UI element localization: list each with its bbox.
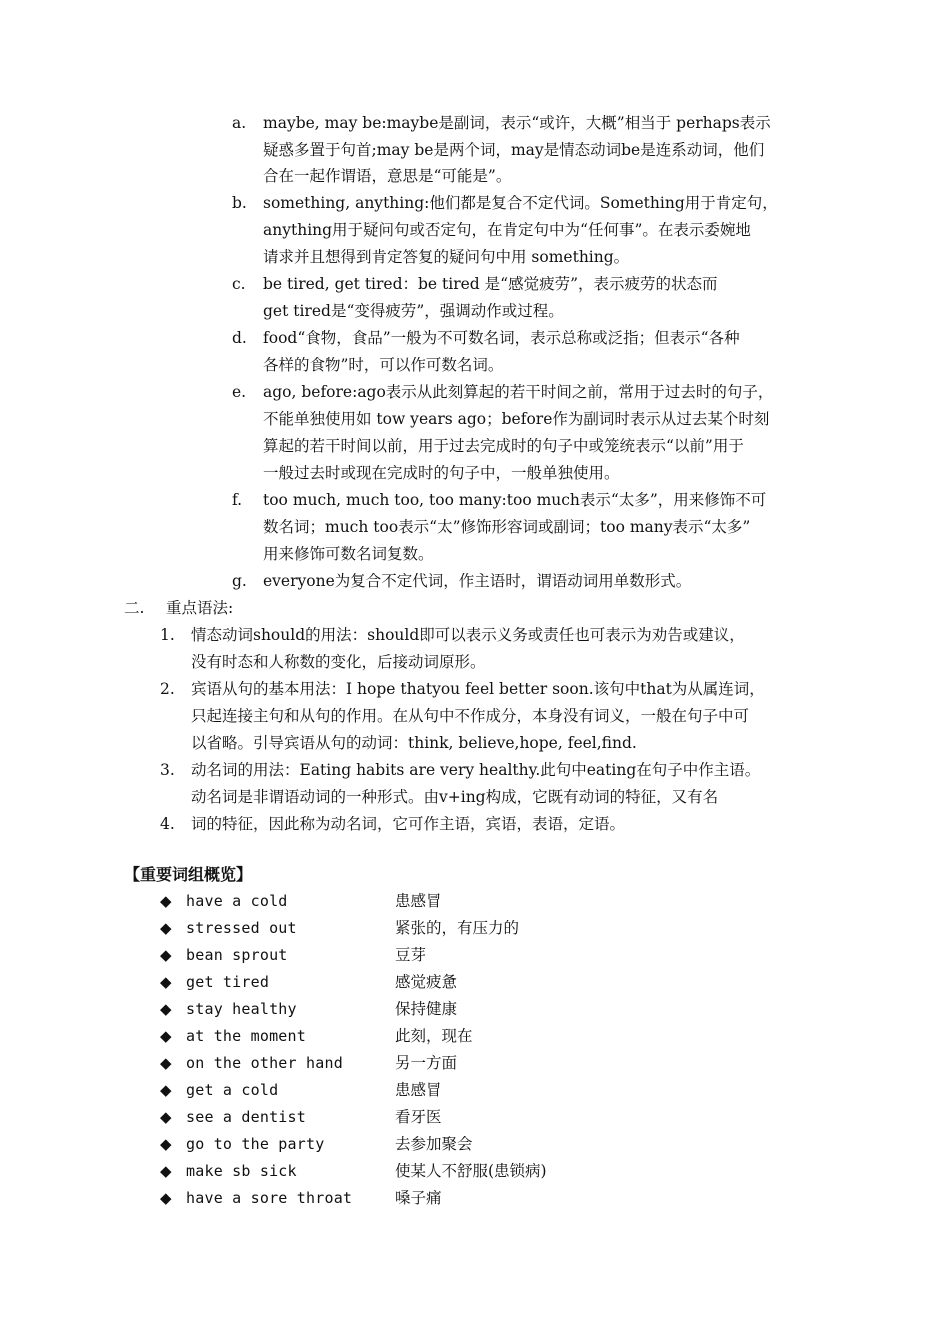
phrase-english: go to the party [186, 1135, 325, 1153]
phrase-chinese: 豆芽 [395, 946, 427, 964]
phrase-english: stay healthy [186, 1000, 297, 1018]
diamond-bullet-icon: ◆ [160, 1135, 172, 1153]
item-marker: b. [232, 194, 247, 212]
phrase-english: get a cold [186, 1081, 279, 1099]
item-marker: 2. [160, 680, 175, 698]
diamond-bullet-icon: ◆ [160, 946, 172, 964]
grammar-line: 宾语从句的基本用法：I hope thatyou feel better soon.该句中that为从属连词， [191, 680, 765, 698]
note-line: everyone为复合不定代词，作主语时，谓语动词用单数形式。 [263, 572, 692, 590]
note-line: 算起的若干时间以前，用于过去完成时的句子中或笼统表示“以前”用于 [263, 437, 744, 455]
note-line: get tired是“变得疲劳”，强调动作或过程。 [263, 302, 564, 320]
section-title: 重点语法: [166, 599, 234, 617]
item-marker: 3. [160, 761, 175, 779]
note-line: ago, before:ago表示从此刻算起的若干时间之前，常用于过去时的句子， [263, 383, 774, 401]
diamond-bullet-icon: ◆ [160, 1000, 172, 1018]
grammar-line: 动名词的用法：Eating habits are very healthy.此句中eating在句子中作主语。 [191, 761, 761, 779]
note-line: be tired, get tired：be tired 是“感觉疲劳”，表示疲劳的状态而 [263, 275, 718, 293]
item-marker: d. [232, 329, 247, 347]
diamond-bullet-icon: ◆ [160, 1189, 172, 1207]
diamond-bullet-icon: ◆ [160, 973, 172, 991]
grammar-line: 只起连接主句和从句的作用。在从句中不作成分，本身没有词义，一般在句子中可 [191, 707, 750, 725]
section-marker: 二. [124, 599, 145, 617]
note-line: 合在一起作谓语，意思是“可能是”。 [263, 167, 512, 185]
note-line: anything用于疑问句或否定句，在肯定句中为“任何事”。在表示委婉地 [263, 221, 751, 239]
item-marker: a. [232, 114, 247, 132]
grammar-line: 词的特征，因此称为动名词，它可作主语，宾语，表语，定语。 [191, 815, 626, 833]
diamond-bullet-icon: ◆ [160, 1108, 172, 1126]
phrase-chinese: 患感冒 [395, 1081, 442, 1099]
phrase-chinese: 另一方面 [395, 1054, 458, 1072]
phrases-title: 【重要词组概览】 [124, 865, 253, 884]
note-line: 数名词；much too表示“太”修饰形容词或副词；too many表示“太多” [263, 518, 751, 536]
phrase-english: on the other hand [186, 1054, 343, 1072]
phrase-chinese: 患感冒 [395, 892, 442, 910]
diamond-bullet-icon: ◆ [160, 1027, 172, 1045]
phrase-chinese: 看牙医 [395, 1108, 442, 1126]
diamond-bullet-icon: ◆ [160, 1081, 172, 1099]
phrase-chinese: 嗓子痛 [395, 1189, 442, 1207]
phrase-chinese: 紧张的，有压力的 [395, 919, 520, 937]
phrase-chinese: 保持健康 [395, 1000, 458, 1018]
phrase-english: see a dentist [186, 1108, 306, 1126]
note-line: 一般过去时或现在完成时的句子中，一般单独使用。 [263, 464, 620, 482]
phrase-chinese: 感觉疲惫 [395, 973, 458, 991]
grammar-line: 动名词是非谓语动词的一种形式。由v+ing构成，它既有动词的特征，又有名 [191, 788, 719, 806]
note-line: 请求并且想得到肯定答复的疑问句中用 something。 [263, 248, 630, 266]
note-line: 各样的食物”时，可以作可数名词。 [263, 356, 504, 374]
note-line: something, anything:他们都是复合不定代词。Something用于肯定句， [263, 194, 778, 212]
note-line: 用来修饰可数名词复数。 [263, 545, 434, 563]
item-marker: 4. [160, 815, 175, 833]
phrase-english: at the moment [186, 1027, 306, 1045]
grammar-line: 以省略。引导宾语从句的动词：think, believe,hope, feel,find. [191, 734, 637, 752]
phrase-chinese: 使某人不舒服(患锁病) [395, 1162, 547, 1180]
item-marker: e. [232, 383, 247, 401]
phrase-chinese: 此刻，现在 [395, 1027, 473, 1045]
item-marker: 1. [160, 626, 175, 644]
diamond-bullet-icon: ◆ [160, 919, 172, 937]
note-line: 不能单独使用如 tow years ago；before作为副词时表示从过去某个时刻 [263, 410, 770, 428]
diamond-bullet-icon: ◆ [160, 1162, 172, 1180]
note-line: food“食物，食品”一般为不可数名词，表示总称或泛指；但表示“各种 [263, 329, 740, 347]
grammar-line: 没有时态和人称数的变化，后接动词原形。 [191, 653, 486, 671]
note-line: 疑惑多置于句首;may be是两个词，may是情态动词be是连系动词，他们 [263, 141, 765, 159]
phrase-chinese: 去参加聚会 [395, 1135, 473, 1153]
phrase-english: have a cold [186, 892, 288, 910]
note-line: too much, much too, too many:too much表示“太多”，用来修饰不可 [263, 491, 767, 509]
phrase-english: stressed out [186, 919, 297, 937]
item-marker: c. [232, 275, 246, 293]
phrase-english: bean sprout [186, 946, 288, 964]
grammar-line: 情态动词should的用法：should即可以表示义务或责任也可表示为劝告或建议， [191, 626, 745, 644]
phrase-english: make sb sick [186, 1162, 297, 1180]
phrase-english: get tired [186, 973, 270, 991]
item-marker: f. [232, 491, 243, 509]
note-line: maybe, may be:maybe是副词，表示“或许，大概”相当于 perhaps表示 [263, 114, 771, 132]
diamond-bullet-icon: ◆ [160, 892, 172, 910]
diamond-bullet-icon: ◆ [160, 1054, 172, 1072]
phrase-english: have a sore throat [186, 1189, 353, 1207]
item-marker: g. [232, 572, 247, 590]
